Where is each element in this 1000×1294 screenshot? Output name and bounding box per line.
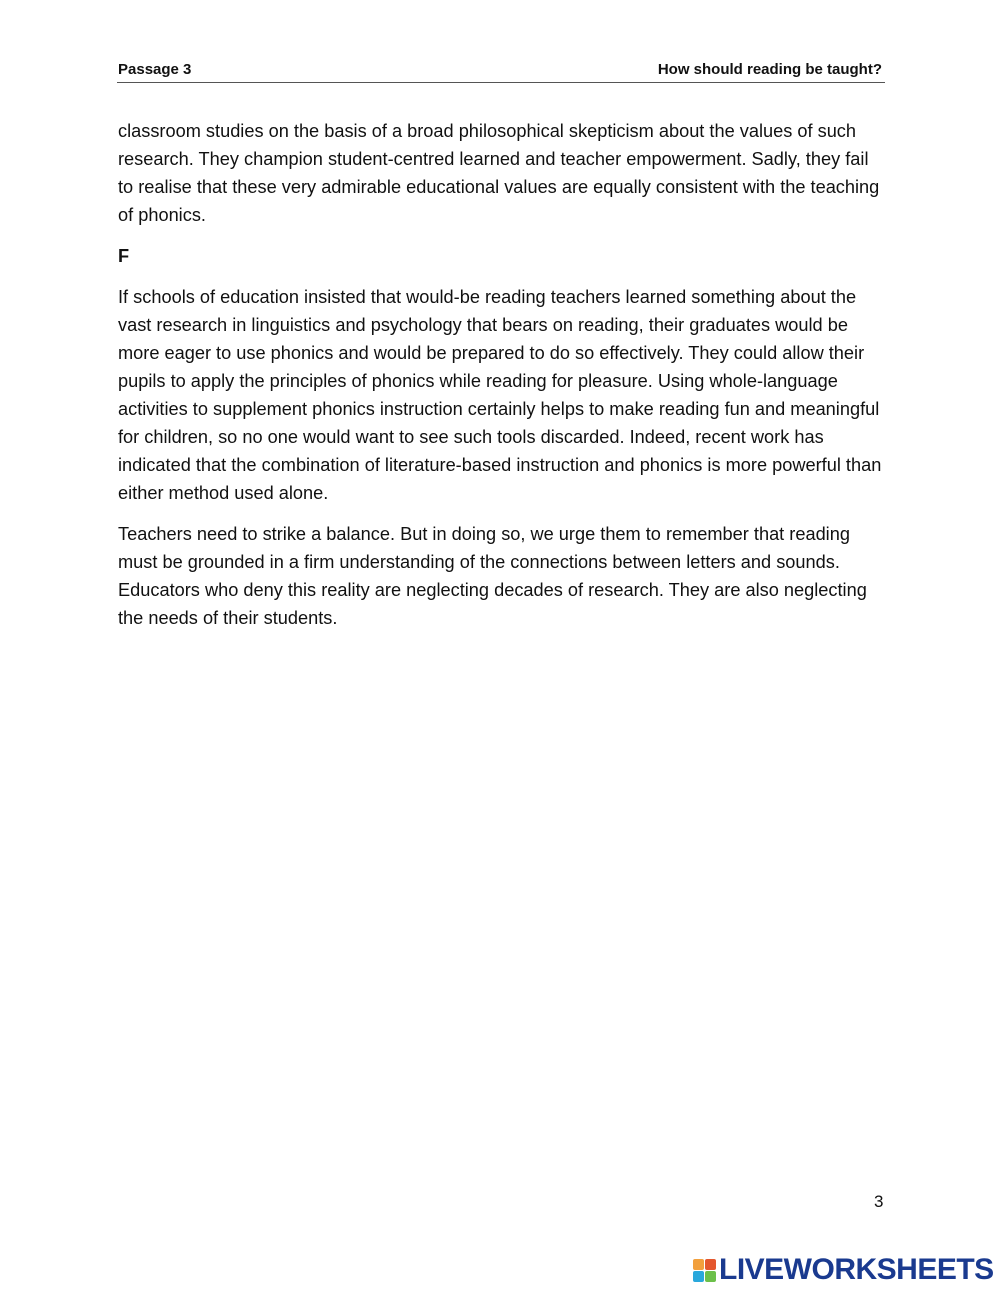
section-label: F (118, 246, 130, 266)
liveworksheets-branding[interactable] (693, 1253, 994, 1287)
liveworksheets-wordmark: LIVEWORKSHEETS (719, 1253, 994, 1286)
paragraph: classroom studies on the basis of a broad philosophical skepticism about the values of such research. They champion student-centred learned and teacher empowerment. Sadly, they fail to realise that these very admirable educational values are equally consistent with the teaching of phonics. (118, 121, 880, 225)
liveworksheets-logo-icon (693, 1259, 716, 1282)
logo-square (705, 1259, 716, 1270)
logo-square (693, 1259, 704, 1270)
page-number: 3 (874, 1192, 884, 1211)
page-header (117, 60, 885, 83)
passage-label: Passage 3 (118, 61, 192, 78)
paragraph: If schools of education insisted that would-be reading teachers learned something about the vast research in linguistics and psychology that bears on reading, their graduates would be more eager to use phonics and would be prepared to do so effectively. They could allow their pupils to apply the principles of phonics while reading for pleasure. Using whole-language activities to supplement phonics instruction certainly helps to make reading fun and meaningful for children, so no one would want to see such tools discarded. Indeed, recent work has indicated that the combination of literature-based instruction and phonics is more powerful than either method used alone. (118, 287, 882, 503)
passage-body (118, 117, 886, 645)
logo-square (693, 1271, 704, 1282)
paragraph: Teachers need to strike a balance. But in doing so, we urge them to remember that reading must be grounded in a firm understanding of the connections between letters and sounds. Educators who deny this reality are neglecting decades of research. They are also neglecting the needs of their students. (118, 524, 867, 628)
passage-title: How should reading be taught? (657, 61, 882, 78)
logo-square (705, 1271, 716, 1282)
